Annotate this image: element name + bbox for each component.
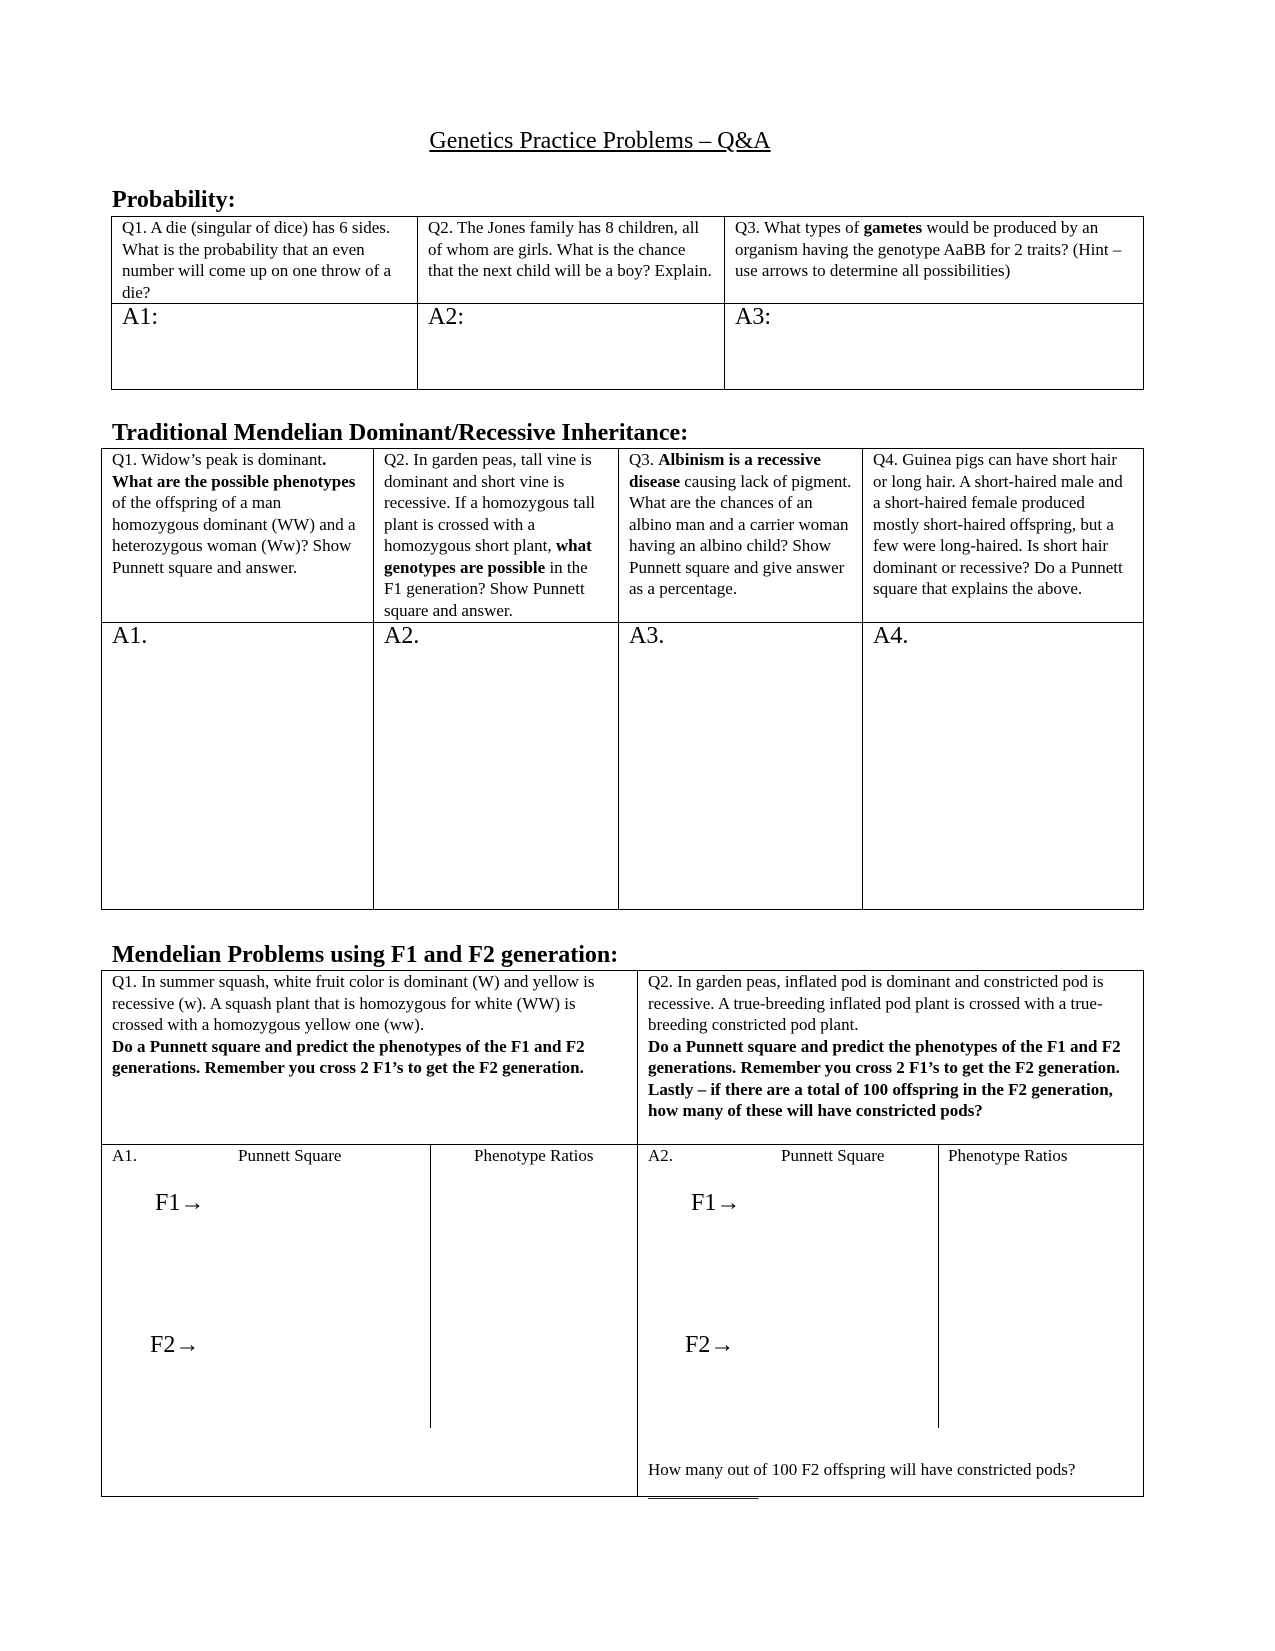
section-heading-f1f2: Mendelian Problems using F1 and F2 generation: <box>112 942 619 968</box>
f1-label-2: F1→ <box>691 1190 741 1216</box>
probability-q3: Q3. What types of gametes would be produced by an organism having the genotype AaBB for 2 traits? (Hint – use arrows to determine all possibilities) <box>725 217 1144 304</box>
section-heading-mendelian: Traditional Mendelian Dominant/Recessive Inheritance: <box>112 420 689 446</box>
phenotype-ratios-label-1: Phenotype Ratios <box>474 1146 594 1165</box>
f2-label-1: F2→ <box>150 1332 200 1358</box>
punnett-square-label-1: Punnett Square <box>238 1146 342 1165</box>
f1f2-answer-2[interactable] <box>638 1145 1144 1501</box>
probability-answer-1[interactable]: A1: <box>112 304 418 390</box>
mendelian-answer-1[interactable]: A1. <box>102 623 374 910</box>
mendelian-table <box>101 448 1144 910</box>
probability-q1: Q1. A die (singular of dice) has 6 sides. What is the probability that an even number will come up on one throw of a die? <box>112 217 418 304</box>
probability-q2: Q2. The Jones family has 8 children, all of whom are girls. What is the chance that the next child will be a boy? Explain. <box>418 217 725 304</box>
probability-table <box>111 216 1144 390</box>
mendelian-answer-4[interactable]: A4. <box>863 623 1144 910</box>
mendelian-q1: Q1. Widow’s peak is dominant. What are the possible phenotypes of the offspring of a man homozygous dominant (WW) and a heterozygous woman (Ww)? Show Punnett square and answer. <box>102 449 374 623</box>
mendelian-q4: Q4. Guinea pigs can have short hair or long hair. A short-haired male and a short-haired female produced mostly short-haired offspring, but a few were long-haired. Is short hair dominant or recessive? Do a Punnett square that explains the above. <box>863 449 1144 623</box>
section-heading-probability: Probability: <box>112 187 236 213</box>
divider-punnett-phenotype-1 <box>430 1144 431 1428</box>
mendelian-q2: Q2. In garden peas, tall vine is dominant and short vine is recessive. If a homozygous tall plant is crossed with a homozygous short plant, what genotypes are possible in the F1 generation? Show Punnett square and answer. <box>374 449 619 623</box>
page-title: Genetics Practice Problems – Q&A <box>429 128 771 154</box>
phenotype-ratios-label-2: Phenotype Ratios <box>948 1146 1068 1165</box>
probability-answer-2[interactable]: A2: <box>418 304 725 390</box>
f1f2-answer-1-label: A1. <box>112 1146 138 1165</box>
probability-answer-3[interactable]: A3: <box>725 304 1144 390</box>
f1f2-table <box>101 970 1144 1501</box>
f1f2-answer-2-label: A2. <box>648 1146 674 1165</box>
f1f2-answer-1[interactable] <box>102 1145 638 1497</box>
mendelian-answer-2[interactable]: A2. <box>374 623 619 910</box>
mendelian-q3: Q3. Albinism is a recessive disease causing lack of pigment. What are the chances of an albino man and a carrier woman having an albino child? Show Punnett square and give answer as a percentage. <box>619 449 863 623</box>
constricted-pods-question: How many out of 100 F2 offspring will have constricted pods?_____________ <box>648 1460 1076 1501</box>
punnett-square-label-2: Punnett Square <box>781 1146 885 1165</box>
f2-label-2: F2→ <box>685 1332 735 1358</box>
f1-label-1: F1→ <box>155 1190 205 1216</box>
f1f2-q1: Q1. In summer squash, white fruit color is dominant (W) and yellow is recessive (w). A squash plant that is homozygous for white (WW) is crossed with a homozygous yellow one (ww). Do a Punnett square and predict the phenotypes of the F1 and F2 generations. Remember you cross 2 F1’s to get the F2 generation. <box>102 971 638 1145</box>
divider-punnett-phenotype-2 <box>938 1144 939 1428</box>
mendelian-answer-3[interactable]: A3. <box>619 623 863 910</box>
f1f2-q2: Q2. In garden peas, inflated pod is dominant and constricted pod is recessive. A true-breeding inflated pod plant is crossed with a true-breeding constricted pod plant. Do a Punnett square and predict the phenotypes of the F1 and F2 generations. Remember you cross 2 F1’s to get the F2 generation. Lastly – if there are a total of 100 offspring in the F2 generation, how many of these will have constricted pods? <box>638 971 1144 1145</box>
